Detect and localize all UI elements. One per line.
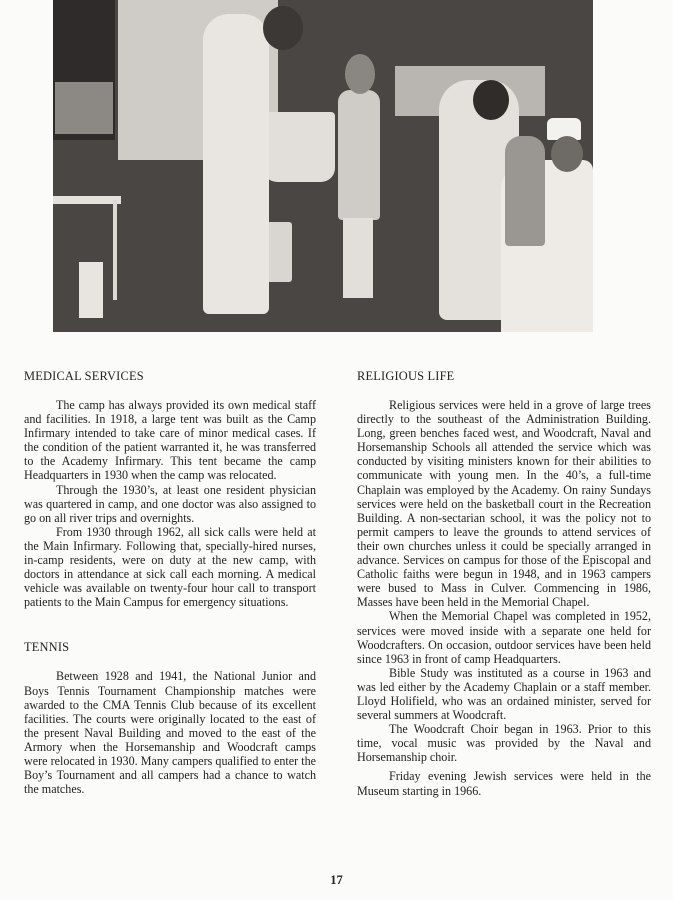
photo-cart-box (79, 262, 103, 318)
photo-cart (53, 196, 121, 204)
photo-boy-seated (505, 136, 545, 246)
religious-paragraph-2: When the Memorial Chapel was completed in 1952, services were moved inside with a separate one held for Woodcrafters. On occasion, outdoor services have been held since 1963 in front of camp Headquarters. (357, 609, 651, 666)
religious-paragraph-4: The Woodcraft Choir began in 1963. Prior to this time, vocal music was provided by the Naval and Horsemanship choir. (357, 722, 651, 765)
photo-boy-legs (343, 218, 373, 298)
right-column (357, 368, 651, 798)
photo-doctor-standing (203, 14, 269, 314)
photo-doctor-head (263, 6, 303, 50)
photo-boy-head (345, 54, 375, 94)
photo-cart-leg (113, 200, 117, 300)
medical-paragraph-3: From 1930 through 1962, all sick calls were held at the Main Infirmary. Following that, specially-hired nurses, in-camp residents, were on duty at the new camp, with doctors in attendance at sick call each morning. A medical vehicle was available on twenty-four hour call to transport patients to the Main Campus for emergency situations. (24, 524, 316, 610)
photo-bin (266, 222, 292, 282)
heading-religious-life: RELIGIOUS LIFE (357, 369, 455, 383)
photo-cabinet-glass (55, 82, 113, 134)
religious-paragraph-5: Friday evening Jewish services were held in the Museum starting in 1966. (357, 769, 651, 798)
left-column (24, 368, 316, 796)
religious-paragraph-3: Bible Study was instituted as a course in 1963 and was led either by the Academy Chaplain or a staff member. Lloyd Holifield, who was an ordained minister, served for several summers at Woodcraft. (357, 665, 651, 723)
medical-paragraph-1: The camp has always provided its own medical staff and facilities. In 1918, a large tent was built as the Camp Infirmary intended to take care of minor medical cases. If the condition of the patient warranted it, he was transferred to the Academy Infirmary. This tent became the camp Headquarters in 1930 when the camp was relocated. (24, 398, 316, 483)
photo-sink (263, 112, 335, 182)
heading-medical-services: MEDICAL SERVICES (24, 369, 144, 383)
section-spacer (24, 609, 316, 639)
photo-boy-standing (338, 90, 380, 220)
photo-doctor2-head (473, 80, 509, 120)
tennis-paragraph-1: Between 1928 and 1941, the National Junior and Boys Tennis Tournament Championship matches were awarded to the CMA Tennis Club because of its excellent facilities. The courts were originally located to the east of the present Naval Building and moved to the east of the Armory when the Horsemanship and Woodcraft camps were relocated in 1930. Many campers qualified to enter the Boy’s Tournament and all campers had a chance to watch the matches. (24, 669, 316, 797)
infirmary-photograph (53, 0, 593, 332)
page-number: 17 (330, 873, 343, 887)
heading-tennis: TENNIS (24, 640, 70, 655)
religious-paragraph-1: Religious services were held in a grove of large trees directly to the southeast of the Administration Building. Long, green benches faced west, and Woodcraft, Naval and Horsemanship Schools all attended the service which was conducted by visiting ministers known for their abilities to communicate with young men. In the 40’s, a full-time Chaplain was employed by the Academy. On rainy Sundays services were held on the basketball court in the Recreation Building. A non-sectarian school, it was the policy not to permit campers to leave the grounds to attend services of their own churches unless it could be specially arranged in advance. Services on campus for those of the Episcopal and Catholic faiths were begun in 1948, and in 1963 campers were bused to Mass in Culver. Commencing in 1986, Masses have been held in the Memorial Chapel. (357, 398, 651, 610)
photo-nurse-head (551, 136, 583, 172)
medical-paragraph-2: Through the 1930’s, at least one resident physician was quartered in camp, and one doctor was also assigned to go on all river trips and overnights. (24, 482, 316, 525)
